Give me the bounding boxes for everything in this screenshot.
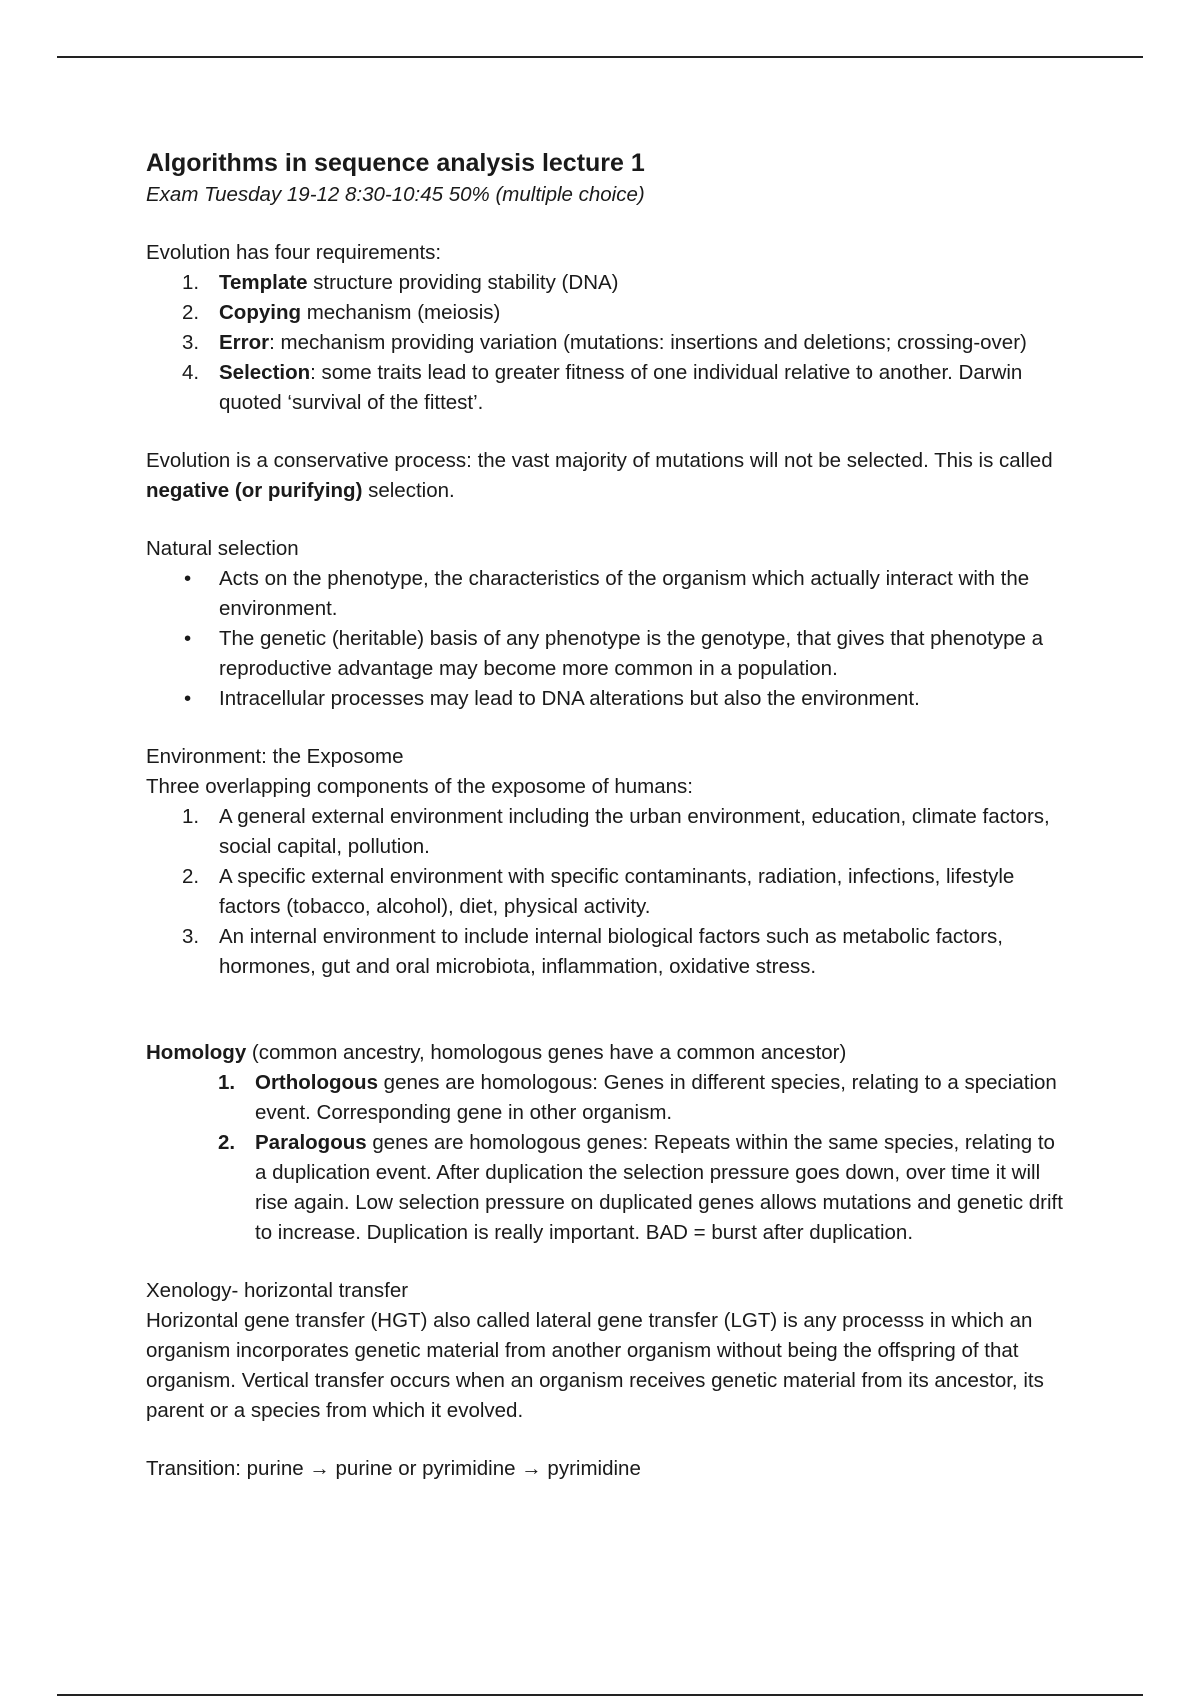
paragraph-text: (common ancestry, homologous genes have a common ancestor) — [246, 1041, 847, 1064]
list-item — [146, 624, 1066, 684]
term: Selection — [219, 361, 311, 384]
list-text: A specific external environment with specific contaminants, radiation, infections, lifestyle factors (tobacco, alcohol), diet, physical activity. — [219, 865, 1015, 918]
bullet-icon: • — [184, 567, 192, 590]
list-item — [146, 1128, 1066, 1248]
paragraph-text: selection. — [362, 479, 455, 502]
list-number: 1. — [182, 271, 200, 294]
list-item — [146, 564, 1066, 624]
list-number: 2. — [182, 301, 200, 324]
list-text: An internal environment to include internal biological factors such as metabolic factors, hormones, gut and oral microbiota, inflammation, oxidative stress. — [219, 925, 1003, 978]
document-body — [146, 146, 1066, 1484]
definition: mechanism (meiosis) — [301, 301, 501, 324]
list-number: 3. — [182, 925, 200, 948]
list-item — [146, 358, 1066, 418]
list-text: The genetic (heritable) basis of any phenotype is the genotype, that gives that phenotype a reproductive advantage may become more common in a population. — [219, 627, 1043, 680]
list-item — [146, 862, 1066, 922]
transition-line: Transition: purine → purine or pyrimidine → pyrimidine — [146, 1457, 641, 1480]
definition: genes are homologous: Genes in different species, relating to a speciation event. Corresponding gene in other organism. — [255, 1071, 1057, 1124]
list-number: 1. — [182, 805, 200, 828]
natural-selection-list — [146, 564, 1066, 714]
exposome-heading: Environment: the Exposome — [146, 745, 404, 768]
list-number: 2. — [182, 865, 200, 888]
bottom-rule — [57, 1694, 1143, 1696]
definition: structure providing stability (DNA) — [307, 271, 619, 294]
list-item — [146, 328, 1066, 358]
exposome-intro: Three overlapping components of the exposome of humans: — [146, 775, 693, 798]
bullet-icon: • — [184, 627, 192, 650]
term: Homology — [146, 1041, 247, 1064]
definition: : mechanism providing variation (mutations: insertions and deletions; crossing-over) — [269, 331, 1027, 354]
term: Paralogous — [255, 1131, 367, 1154]
exam-info: Exam Tuesday 19-12 8:30-10:45 50% (multiple choice) — [146, 183, 645, 206]
term: Orthologous — [255, 1071, 378, 1094]
xenology-paragraph: Horizontal gene transfer (HGT) also called lateral gene transfer (LGT) is any processs in which an organism incorporates genetic material from another organism without being the offspring of that organism. Vertical transfer occurs when an organism receives genetic material from its ancestor, its parent or a species from which it evolved. — [146, 1309, 1044, 1422]
natural-selection-heading: Natural selection — [146, 537, 299, 560]
list-item — [146, 1068, 1066, 1128]
term: Error — [219, 331, 270, 354]
list-text: Intracellular processes may lead to DNA alterations but also the environment. — [219, 687, 920, 710]
evolution-intro: Evolution has four requirements: — [146, 241, 442, 264]
xenology-heading: Xenology- horizontal transfer — [146, 1279, 409, 1302]
paragraph-text: Evolution is a conservative process: the vast majority of mutations will not be selected. This is called — [146, 449, 1053, 472]
page-title: Algorithms in sequence analysis lecture 1 — [146, 149, 645, 177]
list-item — [146, 298, 1066, 328]
list-number: 2. — [218, 1131, 236, 1154]
list-item — [146, 268, 1066, 298]
term: negative (or purifying) — [146, 479, 363, 502]
exposome-list — [146, 802, 1066, 982]
list-number: 3. — [182, 331, 200, 354]
list-text: Acts on the phenotype, the characteristics of the organism which actually interact with the environment. — [219, 567, 1030, 620]
list-number: 4. — [182, 361, 200, 384]
list-text: A general external environment including the urban environment, education, climate factors, social capital, pollution. — [219, 805, 1050, 858]
definition: genes are homologous genes: Repeats within the same species, relating to a duplication event. After duplication the selection pressure goes down, over time it will rise again. Low selection pressure on duplicated genes allows mutations and genetic drift to increase. Duplication is really important. BAD = burst after duplication. — [255, 1131, 1063, 1244]
definition: : some traits lead to greater fitness of one individual relative to another. Darwin quoted ‘survival of the fittest’. — [219, 361, 1023, 414]
term: Template — [219, 271, 308, 294]
homology-heading — [146, 1038, 1066, 1068]
term: Copying — [219, 301, 301, 324]
list-item — [146, 684, 1066, 714]
homology-list — [146, 1068, 1066, 1248]
conservative-paragraph — [146, 446, 1066, 506]
top-rule — [57, 56, 1143, 58]
evolution-requirements-list — [146, 268, 1066, 418]
list-number: 1. — [218, 1071, 236, 1094]
list-item — [146, 802, 1066, 862]
bullet-icon: • — [184, 687, 192, 710]
list-item — [146, 922, 1066, 982]
